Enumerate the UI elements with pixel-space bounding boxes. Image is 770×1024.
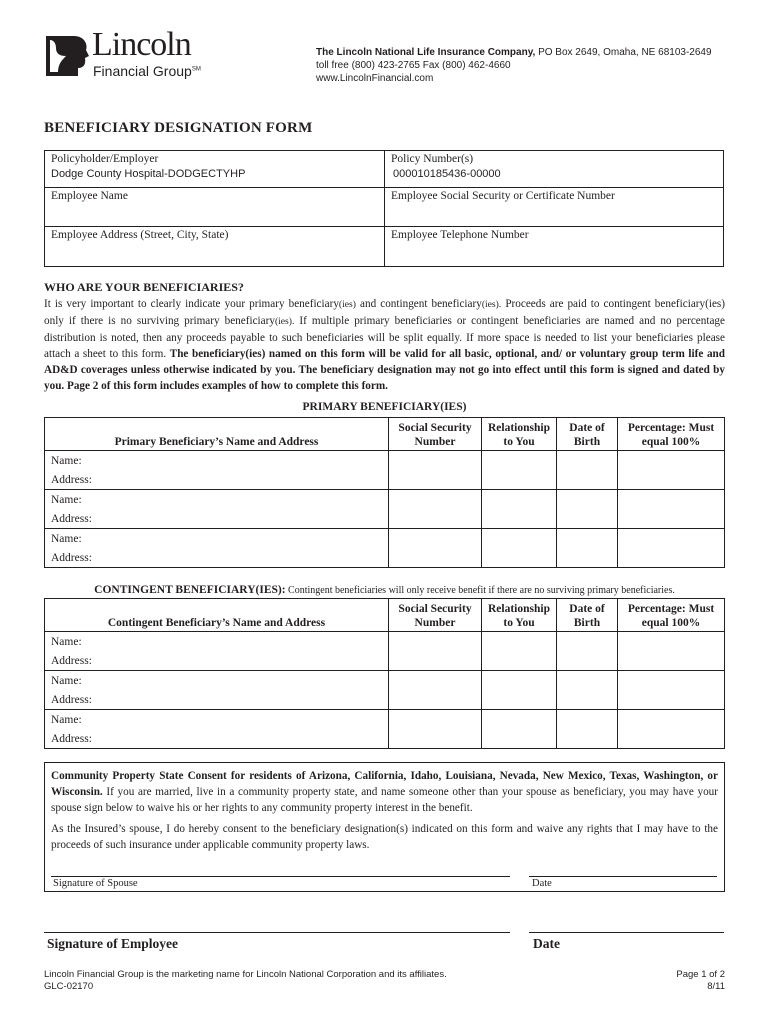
col-percentage-header: Percentage: Must equal 100% <box>618 418 725 451</box>
employee-signature-line[interactable] <box>44 932 510 933</box>
revision-date: 8/11 <box>707 981 725 992</box>
address-field[interactable]: Address: <box>45 651 389 671</box>
percentage-cell[interactable] <box>618 632 725 671</box>
primary-beneficiary-table <box>44 417 725 568</box>
dob-cell[interactable] <box>557 710 618 749</box>
col-dob-header: Date of Birth <box>557 599 618 632</box>
address-field[interactable]: Address: <box>45 729 389 749</box>
relationship-cell[interactable] <box>482 671 557 710</box>
percentage-cell[interactable] <box>618 710 725 749</box>
col-ssn-header: Social Security Number <box>389 599 482 632</box>
table-header-row <box>45 599 725 632</box>
relationship-cell[interactable] <box>482 632 557 671</box>
policyholder-field[interactable] <box>45 151 385 188</box>
consent-statement: As the Insured’s spouse, I do hereby consent to the beneficiary designation(s) indicated on this form and waive any rights that I may have to the proceeds of such insurance under applicable community property laws. <box>51 823 718 851</box>
name-field[interactable]: Name: <box>45 671 389 691</box>
company-website[interactable]: www.LincolnFinancial.com <box>316 73 434 84</box>
policyholder-label: Policyholder/Employer <box>51 153 159 165</box>
footer-left <box>44 969 447 993</box>
dob-cell[interactable] <box>557 529 618 568</box>
spouse-date-label: Date <box>532 878 552 889</box>
contingent-note: Contingent beneficiaries will only receive benefit if there are no surviving primary beneficiaries. <box>285 585 675 596</box>
spouse-signature-line[interactable] <box>51 876 510 877</box>
service-mark: SM <box>191 66 201 73</box>
page-number: Page 1 of 2 <box>676 969 725 980</box>
name-field[interactable]: Name: <box>45 529 389 549</box>
percentage-cell[interactable] <box>618 490 725 529</box>
col-ssn-header: Social Security Number <box>389 418 482 451</box>
table-row <box>45 710 725 730</box>
employee-ssn-label: Employee Social Security or Certificate Number <box>391 190 615 202</box>
spouse-date-line[interactable] <box>529 876 717 877</box>
community-property-consent <box>44 762 725 892</box>
dob-cell[interactable] <box>557 671 618 710</box>
table-row <box>45 451 725 471</box>
employee-address-field[interactable] <box>45 227 385 267</box>
col-percentage-header: Percentage: Must equal 100% <box>618 599 725 632</box>
ssn-cell[interactable] <box>389 710 482 749</box>
consent-intro: Community Property State Consent for residents of Arizona, California, Idaho, Louisiana, Nevada, New Mexico, Texas, Washington, or Wisconsin. If you are married, live in a community property state, and name someone other than your spouse as beneficiary, you may have your spouse sign below to waive his or her rights to any community property interest in the benefit. <box>51 770 718 814</box>
dob-cell[interactable] <box>557 632 618 671</box>
table-header-row <box>45 418 725 451</box>
col-relationship-header: Relationship to You <box>482 418 557 451</box>
address-field[interactable]: Address: <box>45 690 389 710</box>
relationship-cell[interactable] <box>482 451 557 490</box>
lincoln-profile-icon <box>44 34 90 78</box>
table-row <box>45 671 725 691</box>
percentage-cell[interactable] <box>618 451 725 490</box>
percentage-cell[interactable] <box>618 671 725 710</box>
employee-name-label: Employee Name <box>51 190 128 202</box>
col-name-header: Contingent Beneficiary’s Name and Address <box>45 599 389 632</box>
employee-name-field[interactable] <box>45 188 385 227</box>
ssn-cell[interactable] <box>389 632 482 671</box>
contingent-beneficiary-heading: CONTINGENT BENEFICIARY(IES): Contingent beneficiaries will only receive benefit if there are no surviving primary beneficiaries. <box>94 584 675 596</box>
spouse-signature-label: Signature of Spouse <box>53 878 138 889</box>
employee-phone-label: Employee Telephone Number <box>391 229 529 241</box>
col-dob-header: Date of Birth <box>557 418 618 451</box>
employee-ssn-field[interactable] <box>385 188 724 227</box>
ssn-cell[interactable] <box>389 529 482 568</box>
ssn-cell[interactable] <box>389 451 482 490</box>
table-row <box>45 490 725 510</box>
relationship-cell[interactable] <box>482 529 557 568</box>
policy-info-table <box>44 150 724 267</box>
footer-right <box>676 969 725 993</box>
percentage-cell[interactable] <box>618 529 725 568</box>
primary-beneficiary-heading: PRIMARY BENEFICIARY(IES) <box>302 401 467 413</box>
employee-address-label: Employee Address (Street, City, State) <box>51 229 229 241</box>
policy-number-label: Policy Number(s) <box>391 153 474 165</box>
relationship-cell[interactable] <box>482 710 557 749</box>
logo-name: Lincoln <box>92 26 191 63</box>
dob-cell[interactable] <box>557 490 618 529</box>
policy-number-value: 000010185436-00000 <box>393 168 501 180</box>
dob-cell[interactable] <box>557 451 618 490</box>
relationship-cell[interactable] <box>482 490 557 529</box>
policy-number-field[interactable] <box>385 151 724 188</box>
name-field[interactable]: Name: <box>45 710 389 730</box>
ssn-cell[interactable] <box>389 490 482 529</box>
instructions-bold: The beneficiary(ies) named on this form will be valid for all basic, optional, and/ or voluntary group term life and AD&D coverages unless otherwise indicated by you. The beneficiary designation may not go into effect until this form is signed and dated by you. Page 2 of this form includes examples of how to complete this form. <box>44 348 725 392</box>
employee-phone-field[interactable] <box>385 227 724 267</box>
logo-subtitle: Financial Group℠ <box>93 63 201 79</box>
employee-date-label: Date <box>533 936 560 951</box>
employee-signature-label: Signature of Employee <box>47 936 178 951</box>
marketing-note: Lincoln Financial Group is the marketing name for Lincoln National Corporation and its affiliates. <box>44 969 447 980</box>
form-title: BENEFICIARY DESIGNATION FORM <box>44 120 313 136</box>
col-name-header: Primary Beneficiary’s Name and Address <box>45 418 389 451</box>
table-row <box>45 529 725 549</box>
policyholder-value: Dodge County Hospital-DODGECTYHP <box>51 168 246 180</box>
company-name: The Lincoln National Life Insurance Company, <box>316 47 536 58</box>
instructions-paragraph: It is very important to clearly indicate your primary beneficiary(ies) and contingent beneficiary(ies). Proceeds are paid to contingent beneficiary(ies) only if there is no surviving primary beneficiary(ies). If multiple primary beneficiaries or contingent beneficiaries are named and no percentage distribution is noted, then any proceeds payable to such beneficiaries will be split equally. If more space is needed to list your beneficiaries please attach a sheet to this form. The beneficiary(ies) named on this form will be valid for all basic, optional, and/ or voluntary group term life and AD&D coverages unless otherwise indicated by you. The beneficiary designation may not go into effect until this form is signed and dated by you. Page 2 of this form includes examples of how to complete this form. <box>44 298 725 392</box>
employee-date-line[interactable] <box>529 932 724 933</box>
name-field[interactable]: Name: <box>45 490 389 510</box>
address-field[interactable]: Address: <box>45 509 389 529</box>
company-address: PO Box 2649, Omaha, NE 68103-2649 <box>535 47 712 58</box>
ssn-cell[interactable] <box>389 671 482 710</box>
table-row <box>45 632 725 652</box>
company-info <box>316 46 712 85</box>
address-field[interactable]: Address: <box>45 548 389 568</box>
name-field[interactable]: Name: <box>45 451 389 471</box>
company-phones: toll free (800) 423-2765 Fax (800) 462-4660 <box>316 60 511 71</box>
form-code: GLC-02170 <box>44 981 94 992</box>
col-relationship-header: Relationship to You <box>482 599 557 632</box>
who-beneficiaries-heading: WHO ARE YOUR BENEFICIARIES? <box>44 280 244 294</box>
contingent-beneficiary-table <box>44 598 725 749</box>
address-field[interactable]: Address: <box>45 470 389 490</box>
name-field[interactable]: Name: <box>45 632 389 652</box>
